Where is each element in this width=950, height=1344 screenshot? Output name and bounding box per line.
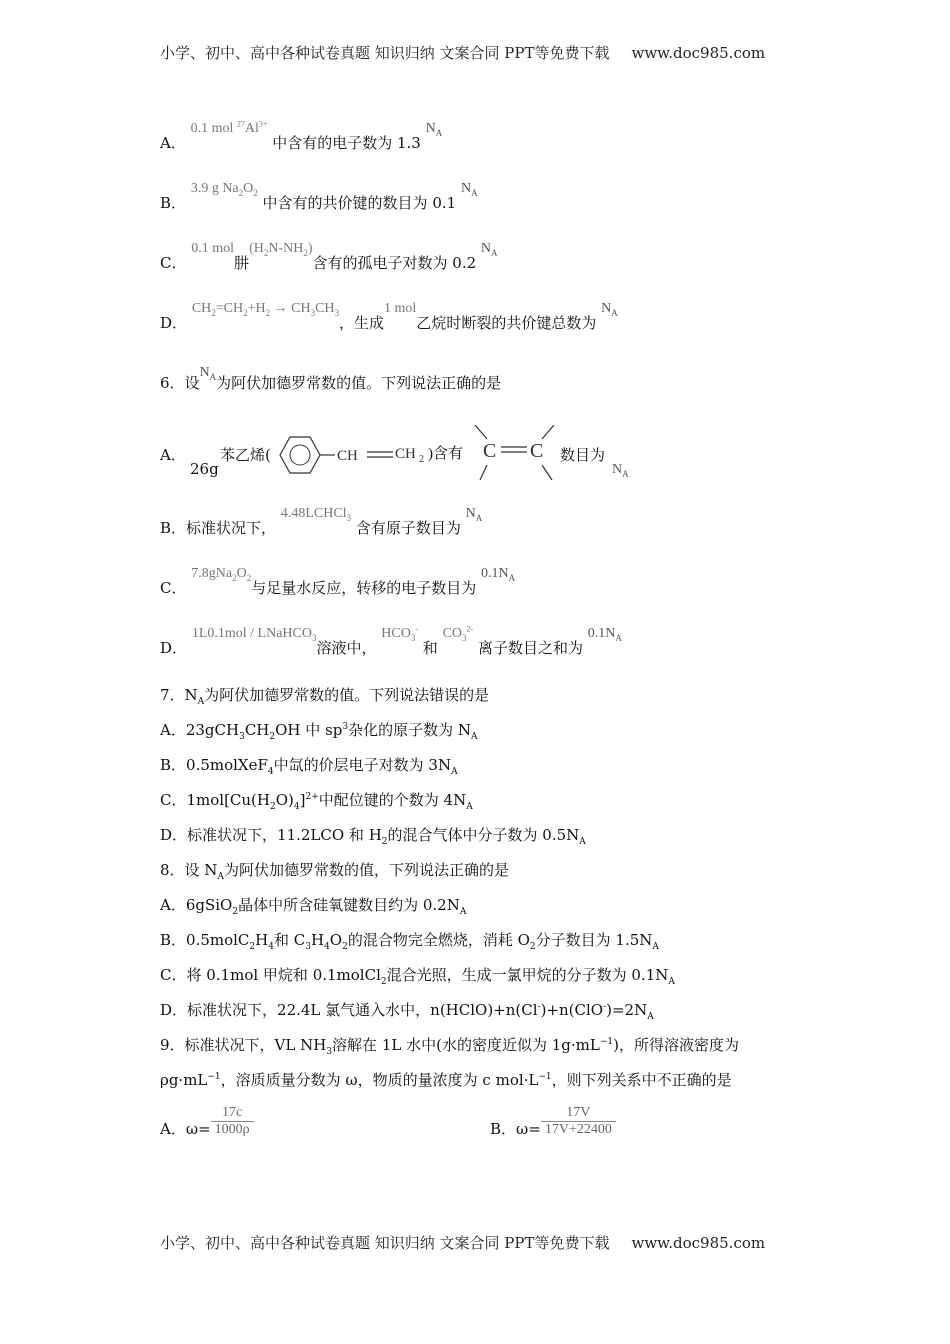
option-label: B．标准状况下， — [160, 519, 277, 537]
q6-mass: 26g — [190, 460, 219, 478]
footer-title: 小学、初中、高中各种试卷真题 知识归纳 文案合同 PPT等免费下载 — [160, 1234, 610, 1252]
c2-upper-bond — [542, 425, 554, 439]
c2-lower-bond — [542, 465, 552, 480]
na-symbol: $N_A$ — [465, 506, 483, 523]
formula: 0.1 mol — [191, 241, 235, 256]
q9-option-b — [490, 1105, 616, 1138]
q8-option-c: C．将 0.1mol 甲烷和 0.1molCl$_2$混合光照，生成一氯甲烷的分子数为 $0.1N_A$ — [160, 966, 675, 987]
c1-upper-bond — [475, 425, 487, 439]
q6-label-a: A． — [160, 446, 186, 464]
option-label: B．ω= — [490, 1119, 541, 1138]
q6-option-c — [160, 566, 516, 599]
q7-stem: 7．$N_A$为阿伏加德罗常数的值。下列说法错误的是 — [160, 686, 490, 707]
c1-text: C — [483, 440, 497, 462]
formula: 3.9 g $Na_2O_2$ — [190, 181, 258, 198]
q5-option-a — [160, 119, 443, 154]
option-text: 离子数目之和为 — [477, 639, 583, 657]
option-text: 与足量水反应，转移的电子数目为 — [251, 579, 477, 597]
option-text: 含有的孤电子对数为 0.2 — [312, 254, 477, 272]
q6-option-b — [160, 506, 483, 539]
close-text: )含有 — [428, 446, 463, 462]
benzene-circle — [290, 445, 310, 465]
ch2-subscript: 2 — [419, 454, 424, 465]
option-text: 乙烷时断裂的共价键总数为 — [416, 314, 597, 332]
option-text: 溶液中， — [316, 639, 377, 657]
hydrazine-name: 肼 — [234, 254, 250, 272]
formula: 0.1 mol $^{27}Al^{3+}$ — [190, 119, 268, 136]
equation: $CH_2=CH_2+H_2 \to CH_3CH_3$ — [191, 301, 340, 318]
footer-site[interactable]: www.doc985.com — [631, 1234, 766, 1252]
q8-option-d: D．标准状况下，22.4L 氯气通入水中，$n(HClO)+n(Cl^-)+n(ClO^-)=2N_A$ — [160, 1001, 654, 1022]
na-symbol: $N_A$ — [199, 365, 217, 382]
na-symbol: $N_A$ — [480, 241, 498, 258]
q5-option-d — [160, 301, 618, 334]
answer-value: $0.1N_A$ — [587, 626, 622, 643]
q8-option-b: B．$0.5molC_2H_4$和 $C_3H_4O_2$的混合物完全燃烧，消耗 $O_2$分子数目为 $1.5N_A$ — [160, 931, 659, 952]
q9-option-a — [160, 1105, 254, 1138]
c1-lower-bond — [480, 465, 487, 480]
question-text: 为阿伏加德罗常数的值。下列说法正确的是 — [216, 374, 502, 392]
header-title: 小学、初中、高中各种试卷真题 知识归纳 文案合同 PPT等免费下载 — [160, 44, 610, 62]
option-text: 含有原子数目为 — [355, 519, 461, 537]
formula: 1L0.1mol / LNaHCO$_3$ — [191, 626, 317, 643]
mol-amount: 1 mol — [384, 301, 417, 316]
option-text: 中含有的电子数为 1.3 — [272, 134, 421, 152]
answer-value: $0.1N_A$ — [481, 566, 516, 583]
hydrazine-formula: $(H_2N-NH_2)$ — [249, 241, 313, 258]
option-label: A． — [160, 134, 186, 152]
fraction-b: $\frac{17V}{17V+22400}$ — [541, 1105, 616, 1138]
q5-option-b — [160, 181, 478, 214]
q7-option-c: C．$1mol[Cu(H_2O)_4]^{2+}$中配位键的个数为 $4N_A$ — [160, 791, 473, 812]
q7-option-b: B．0.5molXeF$_4$中氙的价层电子对数为 $3N_A$ — [160, 756, 458, 777]
na-symbol: $N_A$ — [601, 301, 618, 318]
fraction-a: $\frac{17c}{1000\rho}$ — [211, 1105, 254, 1138]
option-label: A．ω= — [160, 1119, 211, 1138]
q5-option-c — [160, 241, 498, 274]
option-label: B． — [160, 194, 187, 212]
formula: $7.8gNa_2O_2$ — [191, 566, 252, 583]
page-header — [160, 42, 765, 63]
na-symbol: $N_A$ — [460, 181, 478, 198]
benzene-ring — [280, 437, 320, 473]
q6-a-text: 数目为 — [560, 446, 606, 464]
formula: 4.48LCHCl$_3$ — [280, 506, 352, 523]
option-label: C． — [160, 579, 187, 597]
and-text: 和 — [422, 639, 438, 657]
header-site[interactable]: www.doc985.com — [631, 44, 766, 62]
q6-stem — [160, 365, 502, 394]
q9-stem-line2: $\rho g\cdot mL^{-1}$，溶质质量分数为 ω，物质的量浓度为 c $mol\cdot L^{-1}$，则下列关系中不正确的是 — [160, 1071, 732, 1089]
option-text: 中含有的共价键的数目为 0.1 — [262, 194, 457, 212]
ch2-text: CH — [395, 446, 416, 462]
co3-ion: $CO_3^{2-}$ — [442, 624, 474, 643]
q7-option-a: A．$23gCH_3CH_2OH$ 中 $sp^3$杂化的原子数为 $N_A$ — [160, 721, 478, 742]
option-label: D． — [160, 314, 188, 332]
page-footer — [160, 1232, 765, 1253]
question-number: 6．设 — [160, 374, 200, 392]
hco3-ion: $HCO_3^-$ — [381, 624, 418, 643]
na-symbol: $N_A$ — [612, 462, 629, 479]
option-label: C． — [160, 254, 187, 272]
q8-option-a: A．6gSiO$_2$晶体中所含硅氧键数目约为 $0.2N_A$ — [160, 896, 467, 917]
q6-styrene-name: 苯乙烯( — [220, 446, 271, 464]
q9-stem-line1: 9．标准状况下，VL $NH_3$溶解在 1L 水中(水的密度近似为 $1g\cdot mL^{-1}$)，所得溶液密度为 — [160, 1036, 739, 1057]
c2-text: C — [530, 440, 544, 462]
comma-text: ，生成 — [339, 314, 385, 332]
na-symbol: $N_A$ — [425, 121, 443, 138]
ch-text: CH — [337, 448, 358, 464]
option-label: D． — [160, 639, 188, 657]
q7-option-d: D．标准状况下，11.2LCO 和 $H_2$的混合气体中分子数为 $0.5N_A$ — [160, 826, 586, 847]
q8-stem: 8．设 $N_A$为阿伏加德罗常数的值，下列说法正确的是 — [160, 861, 509, 882]
q6-option-d — [160, 624, 622, 659]
